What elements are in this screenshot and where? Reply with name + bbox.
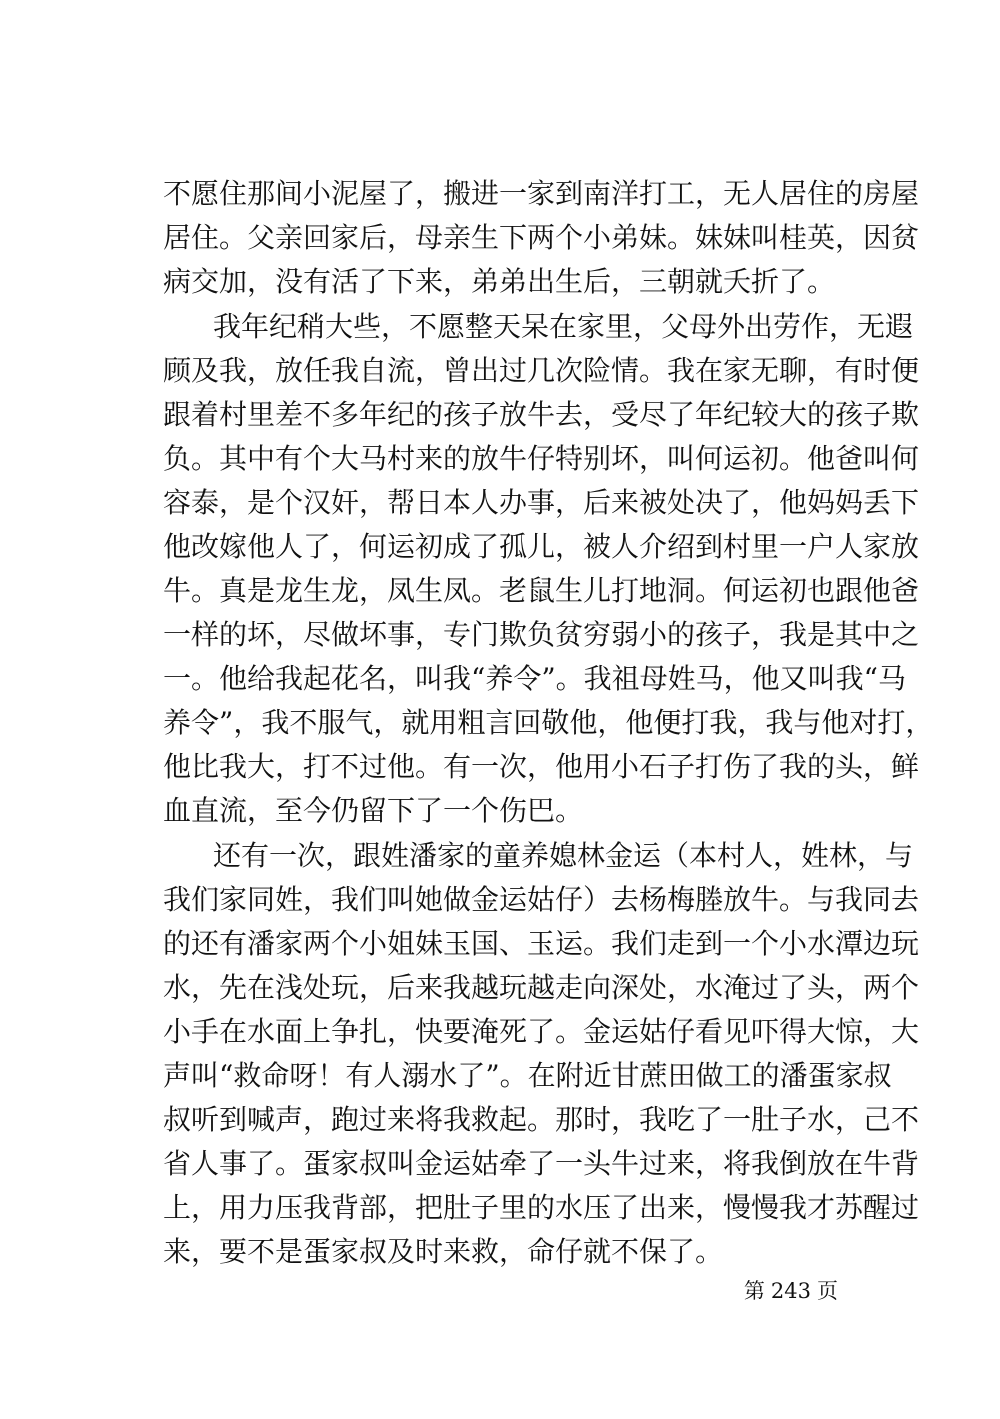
text-line: 叔听到喊声，跑过来将我救起。那时，我吃了一肚子水，己不 [163, 1103, 920, 1136]
text-line: 血直流，至今仍留下了一个伤巴。 [163, 794, 584, 827]
text-line: 来，要不是蛋家叔及时来救，命仔就不保了。 [163, 1235, 724, 1268]
text-line: 省人事了。蛋家叔叫金运姑牵了一头牛过来，将我倒放在牛背 [163, 1147, 920, 1180]
text-line: 水，先在浅处玩，后来我越玩越走向深处，水淹过了头，两个 [163, 971, 920, 1004]
text-line: 我们家同姓，我们叫她做金运姑仔）去杨梅塍放牛。与我同去 [163, 883, 920, 916]
text-line: 养令”，我不服气，就用粗言回敬他，他便打我，我与他对打， [163, 706, 934, 739]
page-number-prefix: 第 [743, 1279, 765, 1303]
text-line: 的还有潘家两个小姐妹玉国、玉运。我们走到一个小水潭边玩 [163, 927, 920, 960]
text-line: 牛。真是龙生龙，凤生凤。老鼠生儿打地洞。何运初也跟他爸 [163, 574, 920, 607]
text-line: 我年纪稍大些，不愿整天呆在家里，父母外出劳作，无遐 [213, 310, 914, 343]
text-line: 小手在水面上争扎，快要淹死了。金运姑仔看见吓得大惊，大 [163, 1015, 920, 1048]
text-line: 居住。父亲回家后，母亲生下两个小弟妹。妹妹叫桂英，因贫 [163, 221, 920, 254]
page-number-footer [738, 1276, 838, 1306]
page-number-suffix: 页 [817, 1279, 838, 1303]
text-line: 一。他给我起花名，叫我“养令”。我祖母姓马，他又叫我“马 [163, 662, 906, 695]
text-line: 还有一次，跟姓潘家的童养媳林金运（本村人，姓林，与 [213, 839, 914, 872]
text-line: 上，用力压我背部，把肚子里的水压了出来，慢慢我才苏醒过 [163, 1191, 920, 1224]
text-line: 他比我大，打不过他。有一次，他用小石子打伤了我的头，鲜 [163, 750, 920, 783]
text-line: 声叫“救命呀！有人溺水了”。在附近甘蔗田做工的潘蛋家叔 [163, 1059, 892, 1092]
text-line: 病交加，没有活了下来，弟弟出生后，三朝就夭折了。 [163, 265, 836, 298]
text-line: 一样的坏，尽做坏事，专门欺负贫穷弱小的孩子，我是其中之 [163, 618, 920, 651]
text-line: 容泰，是个汉奸，帮日本人办事，后来被处决了，他妈妈丢下 [163, 486, 920, 519]
text-line: 不愿住那间小泥屋了，搬进一家到南洋打工，无人居住的房屋 [163, 177, 920, 210]
text-line: 顾及我，放任我自流，曾出过几次险情。我在家无聊，有时便 [163, 354, 920, 387]
page-number: 243 [770, 1279, 811, 1303]
text-line: 他改嫁他人了，何运初成了孤儿，被人介绍到村里一户人家放 [163, 530, 920, 563]
text-line: 负。其中有个大马村来的放牛仔特别坏，叫何运初。他爸叫何 [163, 442, 920, 475]
text-line: 跟着村里差不多年纪的孩子放牛去，受尽了年纪较大的孩子欺 [163, 398, 920, 431]
